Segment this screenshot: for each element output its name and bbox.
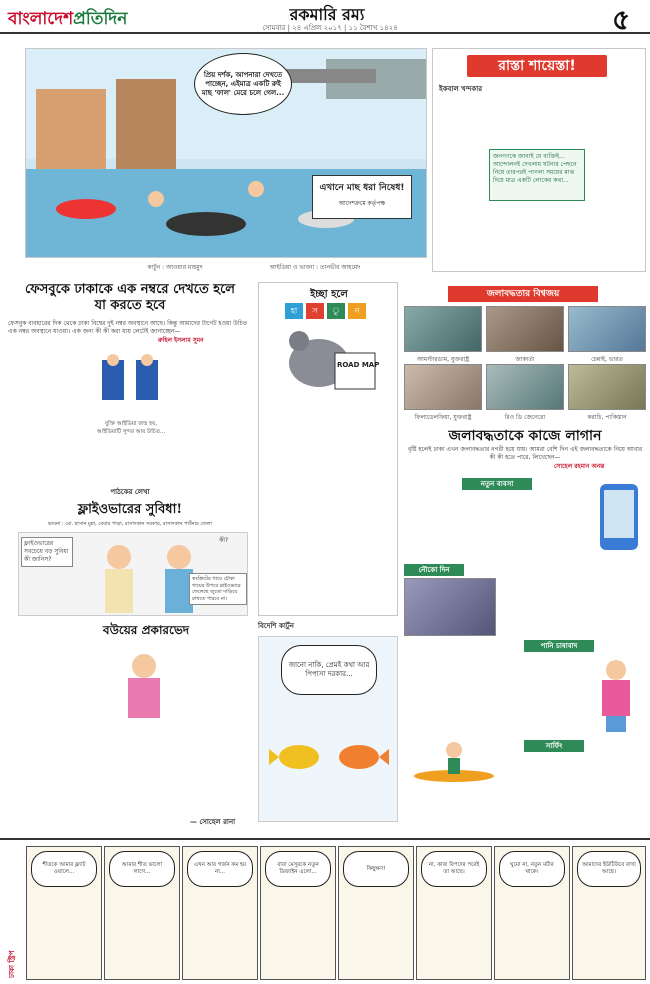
dateline: সোমবার | ২৪ এপ্রিল ২০১৭ | ১১ বৈশাখ ১৪২৪ [262, 24, 398, 32]
bou-headline: বউয়ের প্রকারভেদ [102, 623, 190, 637]
photo-caption-5: রিও ডি জেনেরো [504, 414, 546, 421]
sub-heading-2: নৌকো দিন [404, 564, 464, 576]
pathok-kicker: পাঠকের লেখা [110, 488, 150, 496]
note-2: কংক্রিটের গায়ে চৌকা গায়ের উপরে স্লাইওভারে ফেলেছে জুতো দাড়িয়ে রাখতে পারবে না। [189, 573, 247, 605]
sub-heading-1: নতুন ব্যবসা [462, 478, 532, 490]
watering-woman-illustration [586, 656, 646, 736]
bou-article [40, 622, 252, 832]
pathok-headline: ফ্লাইওভারের সুবিধা! [77, 502, 183, 517]
logo-part-2: প্রতিদিন [73, 9, 128, 29]
masthead [0, 0, 650, 34]
sub-text-3 [404, 656, 582, 730]
strip-panel-5 [338, 846, 414, 980]
sub-heading-3: পানি চাষাবাদ [524, 640, 594, 652]
speech-bubble: প্রিয় দর্শক, আপনারা দেখতে পাচ্ছেন, এইমাত্র একটি রুই মাছ 'ফাল' মেরে চলে গেল... [194, 53, 292, 115]
pathok-cartoon [18, 532, 248, 616]
photo-4 [404, 364, 482, 410]
bou-text-col3 [184, 646, 252, 816]
photo-2 [486, 306, 564, 352]
jola-headline: জলাবদ্ধতাকে কাজে লাগান [448, 428, 602, 444]
facebook-text-right [170, 352, 252, 480]
logo-part-1: বাংলাদেশ [8, 9, 74, 29]
letter-3: ু [327, 303, 345, 319]
sub-text-4 [404, 790, 646, 830]
photo-5 [486, 364, 564, 410]
photo-caption-6: করাচি, পাকিস্তান [587, 414, 627, 421]
sub-heading-4: সার্ফিং [524, 740, 584, 752]
jola-author: সোহেল রহমান অনন্ত [554, 463, 605, 470]
facebook-article [8, 278, 252, 484]
bideshi-cartoon [258, 636, 398, 822]
jola-banner: জলাবদ্ধতার বিশ্বজয় [448, 286, 598, 302]
letter-1: হা [285, 303, 303, 319]
photo-caption-2: জাকার্তা [515, 356, 535, 363]
bou-byline: — সোহেল রানা [190, 818, 236, 826]
phone-mascot-icon [594, 480, 644, 560]
rasta-article [432, 48, 646, 272]
fish-illustration [269, 727, 389, 787]
sub-text-2 [500, 564, 646, 636]
photo-1 [404, 306, 482, 352]
letter-4: ন [348, 303, 366, 319]
article-title: রাস্তা শায়েস্তা! [467, 55, 607, 77]
photo-6 [568, 364, 646, 410]
strip-bubble-5: কিছুক্ষণ! [343, 851, 409, 887]
newspaper-logo[interactable] [8, 6, 127, 34]
strip-bubble-2: আমার শীত ভালো লাগে... [109, 851, 175, 887]
ichha-hole-feature [258, 282, 398, 616]
strip-bubble-7: ঘুমো না, নতুন মর্টার থাকে। [499, 851, 565, 887]
strip-panel-7 [494, 846, 570, 980]
sub-text-1 [404, 494, 588, 558]
page-number: ৫ [612, 3, 631, 36]
strip-panel-3 [182, 846, 258, 980]
bou-text-col1 [40, 646, 108, 826]
strip-bubble-1: শীতকে আমার ফ্ল্যাট ওয়ালে... [31, 851, 97, 887]
bou-text-col2 [114, 726, 180, 826]
facebook-headline: ফেসবুকে ঢাকাকে এক নম্বরে দেখতে হলে যা করতে হবে [25, 282, 235, 313]
reply-text: কী? [219, 537, 229, 544]
cartoon-idea-credit: আইডিয়া ও ভাবনা : তানভীর আহমেদ [269, 264, 361, 271]
strip-bubble-8: আমাদের ইউটিউবে রাখা আছে। [577, 851, 641, 887]
ichha-title: ইচ্ছা হলে [310, 289, 348, 300]
facebook-intro: ফেসবুক ব্যবহারের দিক থেকে ঢাকা বিশ্বের দুই নম্বর অবস্থানে আছে। কিন্তু আমাদের টার্গেট হওয়া উচিত এক নম্বর অবস্থানে যাওয়া। এক জন্য কী কী করা যায় লেটেই জানাচ্ছেন— [8, 320, 248, 335]
strip-bubble-4: বাবা মেসুরকে নতুন ডিজাইন এলো... [265, 851, 331, 887]
sign-text: এখানে মাছ ধরা নিষেধ! [319, 183, 405, 193]
no-fishing-sign [312, 175, 412, 219]
photo-caption-1: আমস্টারডাম, যুক্তরাষ্ট্র [416, 356, 470, 363]
facebook-author: রুহিল ইসলাম সুমন [158, 337, 204, 344]
strip-panel-6 [416, 846, 492, 980]
facebook-text-left [8, 352, 92, 480]
letter-2: স [306, 303, 324, 319]
comic-strip [0, 838, 650, 984]
ichha-text [265, 411, 393, 611]
strip-panel-8 [572, 846, 646, 980]
boat-photo [404, 578, 496, 636]
bideshi-cartoon-block [258, 622, 398, 832]
pathok-byline: ভাবনা : মো. হাসান মুন্না, মেয়ার পাড়া, রাসাদকান সরকার, রাসাদকান পার্টনার জেলা [47, 521, 213, 527]
woman-shouting-illustration [114, 650, 174, 720]
strip-panel-4 [260, 846, 336, 980]
bideshi-kicker: বিদেশি কার্টুন [258, 622, 294, 630]
photo-caption-3: চেন্নাই, ভারত [591, 356, 623, 363]
sign-subtext: আদেশক্রমে কর্তৃপক্ষ [338, 200, 386, 207]
pullquote-box: জনগণকে জানাই যে ব্যক্তিই... আন্দোলনই দেখলাম ঘটনার পেছনে নিয়ে তারপরই পাগলা সময়ের মাঝ দিয়ে মাত্র একটি লোকের কথা... [489, 149, 585, 201]
strip-bubble-6: না, কাজ বিপদের পরেই তা আছে। [421, 851, 487, 887]
strip-panel-2 [104, 846, 180, 980]
cartoon-credit: কার্টুন : আওয়ার মাহমুদ [147, 264, 203, 271]
photo-caption-4: ফিলাডেলফিয়া, যুক্তরাষ্ট্র [414, 414, 472, 421]
strip-side-label: ঢাকা স্ট্রিপ [8, 950, 16, 978]
facebook-figures-illustration [96, 354, 166, 416]
jolabaddhota-section [404, 284, 646, 832]
facebook-caption: যুক্তি আইডিয়া জন্ম হয়, আইডিয়াটি সুন্দর আর উচিত... [96, 421, 166, 435]
strip-panel-1 [26, 846, 102, 980]
surfer-illustration [404, 736, 504, 786]
photo-3 [568, 306, 646, 352]
strip-bubble-3: এখন আর গর্জন কম হয় না... [187, 851, 253, 887]
jola-intro: বৃষ্টি হলেই ঢাকা এখন জলাবদ্ধতার নগরী হয়ে যায়। আমরা বেশি দিন এই জলাবদ্ধতাকে নিয়ে আবার কী কী হতে পারে, লিখেছেন— [407, 446, 643, 461]
note-1: ফ্লাইওভারের সবচেয়ে বড় সুবিধা কী জানিস? [21, 537, 73, 567]
bideshi-bubble: জানো নাকি, প্রেমই কথা আর পিপাসা দরকার... [281, 645, 377, 695]
pathok-article [8, 488, 252, 616]
section-title: রকমারি রম্য [289, 5, 365, 24]
roadmap-label: ROAD MAP [337, 361, 380, 369]
main-cartoon[interactable] [25, 48, 427, 258]
hasun-letters [285, 303, 366, 319]
article-byline: ইকবাল খন্দকার [439, 85, 483, 93]
